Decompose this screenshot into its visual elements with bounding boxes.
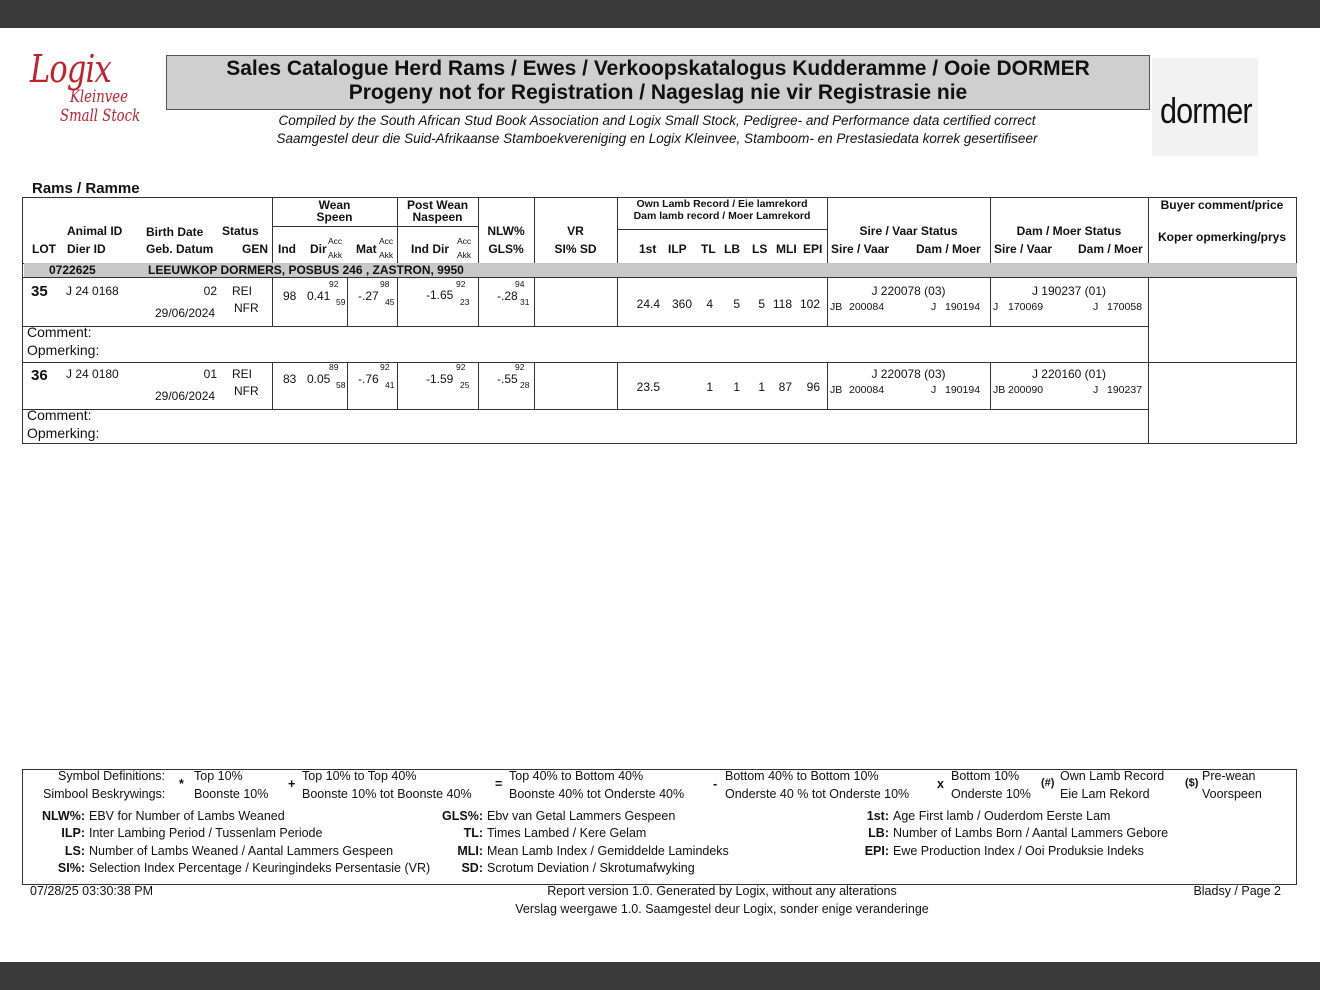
dam-status: J 190237 (01)	[1031, 284, 1107, 298]
animal-num: 02	[203, 284, 217, 298]
nlw: -.28	[497, 289, 518, 303]
epi: 96	[806, 380, 820, 394]
catalogue-title-box	[166, 55, 1150, 110]
tl: 4	[706, 297, 713, 311]
legend-hash-symbol: (#)	[1041, 777, 1055, 789]
post-wean-acc: 92	[456, 279, 466, 289]
hdr-si-sd: SI% SD	[554, 242, 597, 256]
dormer-logo-wordmark: dormer	[1159, 90, 1252, 131]
hdr-dam-dam: Dam / Moer	[1078, 242, 1143, 256]
legend-prewean: Pre-wean	[1202, 769, 1256, 783]
post-wean: -1.59	[426, 372, 454, 386]
hdr-wean-dir: Dir	[310, 242, 327, 256]
legend-def-value: Scrotum Deviation / Skrotumafwyking	[487, 861, 695, 875]
first-lamb: 24.4	[636, 297, 660, 311]
legend-equals-symbol: =	[495, 777, 503, 791]
mli: 118	[772, 297, 792, 311]
sire-sire-id: 200084	[849, 384, 885, 396]
sire-dam-prefix: J	[931, 301, 937, 313]
legend-def-key: EPI:	[864, 844, 889, 858]
legend-x-symbol: x	[937, 777, 944, 791]
wean-dir-acc: 92	[329, 279, 339, 289]
post-wean-acc: 92	[456, 362, 466, 372]
footer-timestamp: 07/28/25 03:30:38 PM	[30, 884, 154, 898]
hdr-koper: Koper opmerking/prys	[1157, 230, 1287, 244]
legend-top10-40: Top 10% to Top 40%	[302, 769, 417, 783]
hdr-first: 1st	[639, 242, 657, 256]
legend-def-value: Ewe Production Index / Ooi Produksie Indeks	[893, 844, 1144, 858]
dam-sire-id: 200090	[1008, 384, 1044, 396]
hdr-pw-acc: Acc	[457, 236, 472, 246]
footer-report-af: Verslag weergawe 1.0. Saamgestel deur Logix, sonder enige veranderinge	[515, 902, 929, 916]
comment-label: Comment:	[27, 407, 92, 423]
legend-def-value: Mean Lamb Index / Gemiddelde Lamindeks	[487, 844, 729, 858]
status-1: REI	[232, 367, 253, 381]
hdr-dam-status: Dam / Moer Status	[1016, 224, 1122, 238]
dam-dam-prefix: J	[1093, 301, 1099, 313]
legend-def-value: Number of Lambs Weaned / Aantal Lammers Gespeen	[89, 844, 394, 858]
hdr-wean-ind: Ind	[278, 242, 296, 256]
hdr-wean: Wean	[318, 198, 351, 212]
legend-def-value: Selection Index Percentage / Keuringindeks Persentasie (VR)	[89, 861, 431, 875]
hdr-epi: EPI	[803, 242, 823, 256]
hdr-own-lamb: Own Lamb Record / Eie lamrekord	[636, 198, 808, 210]
hdr-geb-datum: Geb. Datum	[146, 242, 214, 256]
hdr-speen: Speen	[316, 210, 353, 224]
logix-logo	[30, 47, 163, 126]
hdr-buyer: Buyer comment/price	[1160, 198, 1284, 212]
legend-def-value: EBV for Number of Lambs Weaned	[89, 809, 285, 823]
hdr-birth-date: Birth Date	[146, 225, 204, 239]
dam-sire-prefix: JB	[993, 384, 1006, 396]
sire-sire-id: 200084	[849, 301, 885, 313]
animal-num: 01	[203, 367, 217, 381]
legend-def-key: 1st:	[866, 809, 889, 823]
status-2: NFR	[234, 301, 259, 315]
legend-own-lamb: Own Lamb Record	[1060, 769, 1165, 783]
hdr-mat-akk: Akk	[379, 250, 394, 260]
footer-report-en: Report version 1.0. Generated by Logix, without any alterations	[547, 884, 897, 898]
hdr-vr: VR	[567, 224, 584, 238]
logix-logo-small-stock: Small Stock	[60, 106, 141, 126]
hdr-dam-lamb: Dam lamb record / Moer Lamrekord	[633, 210, 811, 222]
legend-minus-symbol: -	[713, 777, 718, 791]
catalogue-title-line1: Sales Catalogue Herd Rams / Ewes / Verkoopskatalogus Kudderamme / Ooie DORMER	[226, 57, 1090, 80]
legend-def-key: MLI:	[457, 844, 483, 858]
hdr-post-wean: Post Wean	[406, 198, 469, 212]
hdr-wean-mat: Mat	[356, 242, 377, 256]
hdr-status: Status	[222, 224, 259, 238]
dormer-logo	[1152, 58, 1258, 156]
legend-top40-bottom40: Top 40% to Bottom 40%	[509, 769, 644, 783]
lb: 1	[733, 380, 740, 394]
nlw-akk: 28	[520, 380, 530, 390]
hdr-nlw: NLW%	[487, 224, 525, 238]
legend-symbol-definitions: Symbol Definitions:	[58, 769, 165, 783]
bottom-dark-bar	[0, 962, 1320, 990]
compiled-by-af: Saamgestel deur die Suid-Afrikaanse Stamboekvereniging en Logix Kleinvee, Stamboom- en Prestasiedata korrek gesertifiseer	[276, 131, 1038, 146]
opmerking-label: Opmerking:	[27, 342, 100, 358]
hdr-ilp: ILP	[668, 242, 687, 256]
ls: 5	[758, 297, 765, 311]
sire-dam-id: 190194	[945, 384, 981, 396]
hdr-dir-akk: Akk	[328, 250, 343, 260]
legend-bottom40-10: Bottom 40% to Bottom 10%	[725, 769, 879, 783]
legend-boonste10: Boonste 10%	[194, 787, 269, 801]
wean-mat: -.76	[358, 372, 379, 386]
wean-dir: 0.41	[307, 289, 331, 303]
legend-def-key: LB:	[868, 826, 889, 840]
dam-dam-id: 170058	[1107, 301, 1143, 313]
hdr-dam-sire: Sire / Vaar	[994, 242, 1053, 256]
catalogue-table	[22, 197, 1297, 444]
legend-boonste10-40: Boonste 10% tot Boonste 40%	[302, 787, 472, 801]
sire-status: J 220078 (03)	[871, 284, 946, 298]
legend-eie-lam: Eie Lam Rekord	[1060, 787, 1150, 801]
lot-number: 35	[31, 283, 48, 300]
hdr-pw-ind-dir: Ind Dir	[411, 242, 449, 256]
legend-def-key: SD:	[461, 861, 483, 875]
wean-mat-acc: 92	[380, 362, 390, 372]
footer-page-number: Bladsy / Page 2	[1193, 884, 1281, 898]
dam-sire-id: 170069	[1008, 301, 1044, 313]
logix-logo-kleinvee: Kleinvee	[70, 87, 128, 107]
top-dark-bar	[0, 0, 1320, 28]
nlw-akk: 31	[520, 297, 530, 307]
hdr-sire-sire: Sire / Vaar	[831, 242, 890, 256]
sire-dam-prefix: J	[931, 384, 937, 396]
wean-mat-akk: 45	[385, 297, 395, 307]
dam-dam-id: 190237	[1107, 384, 1143, 396]
wean-mat: -.27	[358, 289, 379, 303]
breeder-name: LEEUWKOP DORMERS, POSBUS 246 , ZASTRON, 9950	[148, 263, 464, 277]
legend-dollar-symbol: ($)	[1185, 777, 1199, 789]
hdr-naspeen: Naspeen	[412, 210, 463, 224]
post-wean: -1.65	[426, 288, 454, 302]
dam-sire-prefix: J	[993, 301, 999, 313]
nlw-acc: 92	[515, 362, 525, 372]
animal-id: J 24 0180	[66, 367, 119, 381]
status-2: NFR	[234, 384, 259, 398]
sire-dam-id: 190194	[945, 301, 981, 313]
epi: 102	[799, 297, 820, 311]
legend-onderste40-10: Onderste 40 % tot Onderste 10%	[725, 787, 910, 801]
hdr-tl: TL	[701, 242, 716, 256]
legend-bottom10: Bottom 10%	[951, 769, 1020, 783]
lot-number: 36	[31, 367, 48, 384]
post-wean-akk: 23	[460, 297, 470, 307]
hdr-gls: GLS%	[488, 242, 524, 256]
sire-status: J 220078 (03)	[871, 367, 946, 381]
hdr-mat-acc: Acc	[379, 236, 394, 246]
legend-def-value: Age First lamb / Ouderdom Eerste Lam	[893, 809, 1111, 823]
legend-onderste10: Onderste 10%	[951, 787, 1031, 801]
legend-def-value: Number of Lambs Born / Aantal Lammers Gebore	[893, 826, 1169, 840]
breeder-code: 0722625	[49, 263, 96, 277]
legend-def-key: NLW%:	[41, 809, 85, 823]
legend-box	[22, 769, 1297, 885]
post-wean-akk: 25	[460, 380, 470, 390]
sire-sire-prefix: JB	[830, 301, 843, 313]
legend-def-value: Inter Lambing Period / Tussenlam Periode	[89, 826, 323, 840]
tl: 1	[706, 380, 713, 394]
hdr-dir-acc: Acc	[328, 236, 343, 246]
legend-def-key: TL:	[463, 826, 483, 840]
legend-def-value: Times Lambed / Kere Gelam	[487, 826, 647, 840]
hdr-pw-akk: Akk	[457, 250, 472, 260]
wean-dir-akk: 59	[336, 297, 346, 307]
legend-def-key: SI%:	[57, 861, 85, 875]
legend-voorspeen: Voorspeen	[1202, 787, 1262, 801]
hdr-lb: LB	[724, 242, 740, 256]
legend-boonste40-onderste40: Boonste 40% tot Onderste 40%	[509, 787, 685, 801]
ls: 1	[758, 380, 765, 394]
hdr-dier-id: Dier ID	[67, 242, 106, 256]
comment-label: Comment:	[27, 324, 92, 340]
lb: 5	[733, 297, 740, 311]
wean-ind: 83	[283, 372, 297, 386]
wean-ind: 98	[283, 289, 297, 303]
nlw-acc: 94	[515, 279, 525, 289]
first-lamb: 23.5	[636, 380, 660, 394]
dam-status: J 220160 (01)	[1031, 367, 1107, 381]
legend-plus-symbol: +	[288, 777, 296, 791]
hdr-sire-status: Sire / Vaar Status	[859, 224, 958, 238]
animal-id: J 24 0168	[66, 284, 119, 298]
catalogue-title-line2: Progeny not for Registration / Nageslag nie vir Registrasie nie	[348, 81, 968, 104]
opmerking-label: Opmerking:	[27, 425, 100, 441]
hdr-animal-id: Animal ID	[67, 224, 123, 238]
legend-star-symbol: *	[179, 777, 184, 791]
status-1: REI	[232, 284, 253, 298]
hdr-gen: GEN	[242, 242, 269, 256]
wean-dir-acc: 89	[329, 362, 339, 372]
hdr-ls: LS	[752, 242, 768, 256]
nlw: -.55	[497, 372, 518, 386]
legend-def-key: GLS%:	[442, 809, 483, 823]
section-title: Rams / Ramme	[32, 180, 140, 197]
hdr-sire-dam: Dam / Moer	[916, 242, 981, 256]
birth-date: 29/06/2024	[155, 389, 216, 403]
legend-def-value: Ebv van Getal Lammers Gespeen	[487, 809, 676, 823]
legend-def-key: ILP:	[61, 826, 85, 840]
compiled-by-en: Compiled by the South African Stud Book Association and Logix Small Stock, Pedigree- and Performance data certified correct	[278, 113, 1036, 128]
legend-simbool-beskrywings: Simbool Beskrywings:	[43, 787, 166, 801]
wean-mat-acc: 98	[380, 279, 390, 289]
wean-dir-akk: 58	[336, 380, 346, 390]
wean-mat-akk: 41	[385, 380, 395, 390]
legend-top10: Top 10%	[194, 769, 243, 783]
hdr-lot: LOT	[32, 242, 56, 256]
dam-dam-prefix: J	[1093, 384, 1099, 396]
hdr-mli: MLI	[776, 242, 797, 256]
legend-def-key: LS:	[64, 844, 85, 858]
wean-dir: 0.05	[307, 372, 331, 386]
ilp: 360	[671, 297, 692, 311]
mli: 87	[778, 380, 792, 394]
sire-sire-prefix: JB	[830, 384, 843, 396]
birth-date: 29/06/2024	[155, 306, 216, 320]
logix-logo-wordmark: Logix	[30, 47, 111, 91]
